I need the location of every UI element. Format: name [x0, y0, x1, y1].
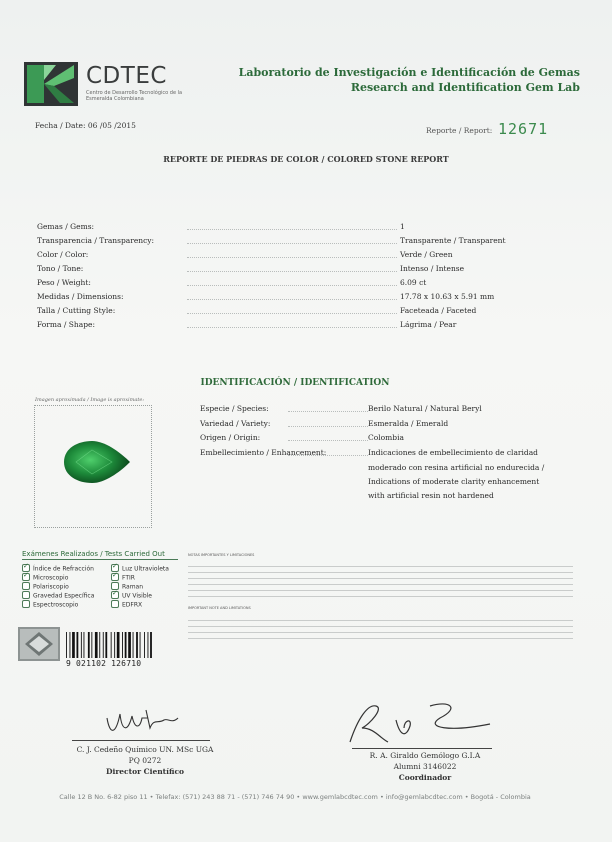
leader-dots: [187, 327, 397, 328]
detail-value: Lágrima / Pear: [400, 320, 457, 329]
test-label: Raman: [122, 583, 144, 591]
leader-dots: [187, 257, 397, 258]
checkbox-checked-icon: [111, 573, 119, 581]
lab-name-en: Research and Identification Gem Lab: [350, 81, 580, 94]
date-field: [35, 121, 136, 130]
report-label: Reporte / Report:: [426, 126, 493, 135]
ident-label: Variedad / Variety:: [200, 419, 271, 428]
ident-label: Origen / Origin:: [200, 433, 261, 442]
detail-row-dimensions: [37, 292, 577, 304]
checkbox-empty-icon: [22, 582, 30, 590]
signatory-left-name: C. J. Cedeño Químico UN. MSc UGA: [76, 745, 214, 754]
tests-title: Exámenes Realizados / Tests Carried Out: [22, 550, 165, 558]
checkbox-checked-icon: [111, 591, 119, 599]
ident-value: Berilo Natural / Natural Beryl: [368, 404, 482, 413]
signature-line: [352, 748, 492, 749]
leader-dots: [187, 313, 397, 314]
detail-row-shape: [37, 320, 577, 332]
detail-label: Gemas / Gems:: [37, 222, 95, 231]
test-label: Índice de Refracción: [33, 565, 94, 573]
signatory-right-name: R. A. Giraldo Gemólogo G.I.A: [369, 751, 481, 760]
test-item: [22, 601, 78, 609]
leader-dots: [288, 455, 368, 456]
leader-dots: [187, 285, 397, 286]
leader-dots: [187, 271, 397, 272]
test-label: Gravedad Específica: [33, 592, 95, 600]
ident-row-origin: [200, 433, 560, 445]
leader-dots: [187, 229, 397, 230]
test-label: Microscopio: [33, 574, 69, 582]
detail-label: Transparencia / Transparency:: [37, 236, 155, 245]
detail-value: 17.78 x 10.63 x 5.91 mm: [400, 292, 495, 301]
checkbox-empty-icon: [22, 600, 30, 608]
leader-dots: [187, 243, 397, 244]
detail-row-weight: [37, 278, 577, 290]
brand-subtitle: Centro de Desarrollo Tecnológico de la Esmeralda Colombiana: [86, 90, 183, 102]
barcode-number: 9 021102 126710: [66, 659, 142, 668]
fine-print-line: [188, 617, 573, 621]
ident-row-variety: [200, 419, 560, 431]
detail-row-cutting-style: [37, 306, 577, 318]
fine-print-line: [188, 635, 573, 639]
brand-name: CDTEC: [86, 63, 167, 89]
identification-title: IDENTIFICACIÓN / IDENTIFICATION: [200, 378, 390, 388]
enhancement-line: Indications of moderate clarity enhancement: [368, 477, 540, 486]
detail-row-color: [37, 250, 577, 262]
detail-label: Color / Color:: [37, 250, 89, 259]
fine-print-line: [188, 575, 573, 579]
test-item: [111, 565, 169, 573]
signatory-left-role: Director Científico: [105, 767, 185, 776]
enhancement-line: Indicaciones de embellecimiento de claridad: [368, 448, 538, 457]
fine-print-line: [188, 587, 573, 591]
signature-left-image: [102, 706, 182, 736]
detail-row-transparency: [37, 236, 577, 248]
leader-dots: [288, 440, 368, 441]
ident-label: Especie / Species:: [200, 404, 269, 413]
detail-label: Tono / Tone:: [37, 264, 84, 273]
checkbox-empty-icon: [111, 600, 119, 608]
ident-value: Esmeralda / Emerald: [368, 419, 449, 428]
checkbox-checked-icon: [22, 573, 30, 581]
test-label: FTIR: [122, 574, 135, 582]
detail-label: Peso / Weight:: [37, 278, 91, 287]
leader-dots: [187, 299, 397, 300]
signatory-right-role: Coordinador: [398, 773, 452, 782]
hologram-seal-icon: [18, 627, 60, 661]
test-item: [111, 601, 142, 609]
test-label: UV Visible: [122, 592, 153, 600]
detail-value: Faceteada / Faceted: [400, 306, 477, 315]
fine-print-line: [188, 581, 573, 585]
fine-print-line: [188, 569, 573, 573]
checkbox-empty-icon: [22, 591, 30, 599]
tests-divider: [22, 559, 178, 560]
fine-print-line: [188, 623, 573, 627]
detail-value: 6.09 ct: [400, 278, 427, 287]
test-label: Polariscopio: [33, 583, 69, 591]
emerald-pear-image: [62, 440, 132, 484]
detail-row-tone: [37, 264, 577, 276]
test-item: [111, 574, 135, 582]
fine-print-line: [188, 593, 573, 597]
detail-value: Verde / Green: [400, 250, 453, 259]
report-title: REPORTE DE PIEDRAS DE COLOR / COLORED STONE REPORT: [163, 154, 449, 164]
image-caption: Imagen aproximada / Image is aproximate:: [35, 397, 145, 403]
test-label: EDFRX: [122, 601, 143, 609]
date-value: 06 /05 /2015: [87, 121, 136, 130]
leader-dots: [288, 426, 368, 427]
signatory-left-license: PQ 0272: [128, 756, 162, 765]
signatory-right-license: Alumni 3146022: [393, 762, 457, 771]
cdtec-logo-icon: [24, 62, 78, 106]
lab-name-es: Laboratorio de Investigación e Identificación de Gemas: [238, 66, 580, 79]
test-item: [111, 592, 152, 600]
detail-row-gems: [37, 222, 577, 234]
detail-label: Forma / Shape:: [37, 320, 95, 329]
signature-line: [72, 740, 210, 741]
test-item: [22, 592, 94, 600]
ident-label: Embellecimiento / Enhancement:: [200, 448, 327, 457]
test-item: [22, 565, 94, 573]
report-number: 12671: [498, 120, 549, 138]
barcode-image: [64, 632, 176, 658]
enhancement-line: with artificial resin not hardened: [368, 491, 494, 500]
detail-label: Medidas / Dimensions:: [37, 292, 124, 301]
ident-value: Colombia: [368, 433, 404, 442]
detail-value: Transparente / Transparent: [400, 236, 506, 245]
test-label: Luz Ultravioleta: [122, 565, 169, 573]
notes-heading-es: NOTAS IMPORTANTES Y LIMITACIONES: [188, 553, 255, 557]
ident-row-species: [200, 404, 560, 416]
signature-right-image: [340, 698, 500, 748]
detail-label: Talla / Cutting Style:: [37, 306, 116, 315]
fine-print-line: [188, 563, 573, 567]
footer-contact: Calle 12 B No. 6-82 piso 11 • Telefax: (571) 243 88 71 - (571) 746 74 90 • www.gemlabcdtec.com • info@gemlabcdtec.com • Bogotá - Colombia: [59, 793, 531, 801]
test-item: [22, 583, 69, 591]
detail-value: Intenso / Intense: [400, 264, 465, 273]
date-label: Fecha / Date:: [35, 121, 86, 130]
test-item: [22, 574, 68, 582]
detail-value: 1: [400, 222, 405, 231]
test-label: Espectroscopio: [33, 601, 79, 609]
enhancement-line: moderado con resina artificial no endurecida /: [368, 463, 545, 472]
notes-heading-en: IMPORTANT NOTE AND LIMITATIONS: [188, 606, 251, 610]
leader-dots: [288, 411, 368, 412]
fine-print-line: [188, 629, 573, 633]
